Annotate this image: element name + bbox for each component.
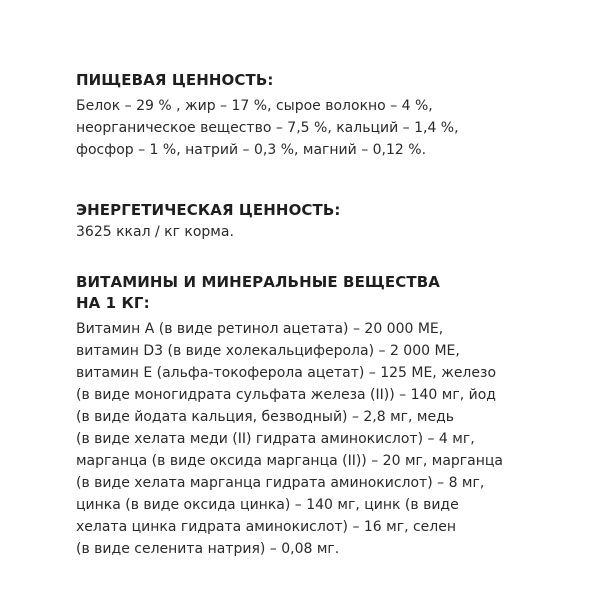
vitamins-line: (в виде йодата кальция, безводный) – 2,8 мг, медь [76,409,455,425]
nutrition-heading: ПИЩЕВАЯ ЦЕННОСТЬ: [76,71,274,89]
vitamins-line: Витамин А (в виде ретинол ацетата) – 20 000 МЕ, [76,321,444,337]
vitamins-heading-line: ВИТАМИНЫ И МИНЕРАЛЬНЫЕ ВЕЩЕСТВА [76,273,440,291]
vitamins-section [76,272,503,560]
vitamins-heading-line: НА 1 КГ: [76,294,150,312]
vitamins-line: (в виде хелата марганца гидрата аминокислот) – 8 мг, [76,475,485,491]
energy-line: 3625 ккал / кг корма. [76,224,234,240]
vitamins-line: (в виде селенита натрия) – 0,08 мг. [76,541,340,557]
vitamins-line: витамин D3 (в виде холекальциферола) – 2 000 МЕ, [76,343,460,359]
vitamins-line: марганца (в виде оксида марганца (II)) – 20 мг, марганца [76,453,503,469]
vitamins-text [76,318,503,560]
vitamins-line: (в виде моногидрата сульфата железа (II)) – 140 мг, йод [76,387,496,403]
nutrition-text [76,95,459,161]
vitamins-heading [76,272,503,314]
vitamins-line: хелата цинка гидрата аминокислот) – 16 мг, селен [76,519,457,535]
energy-text [76,221,341,243]
nutrition-line: фосфор – 1 %, натрий – 0,3 %, магний – 0,12 %. [76,142,427,158]
energy-section [76,200,341,243]
nutrition-line: Белок – 29 % , жир – 17 %, сырое волокно – 4 %, [76,98,433,114]
nutrition-section [76,70,459,161]
vitamins-line: цинка (в виде оксида цинка) – 140 мг, цинк (в виде [76,497,459,513]
vitamins-line: (в виде хелата меди (II) гидрата аминокислот) – 4 мг, [76,431,475,447]
energy-heading: ЭНЕРГЕТИЧЕСКАЯ ЦЕННОСТЬ: [76,201,341,219]
nutrition-line: неорганическое вещество – 7,5 %, кальций – 1,4 %, [76,120,459,136]
vitamins-line: витамин Е (альфа-токоферола ацетат) – 125 МЕ, железо [76,365,497,381]
